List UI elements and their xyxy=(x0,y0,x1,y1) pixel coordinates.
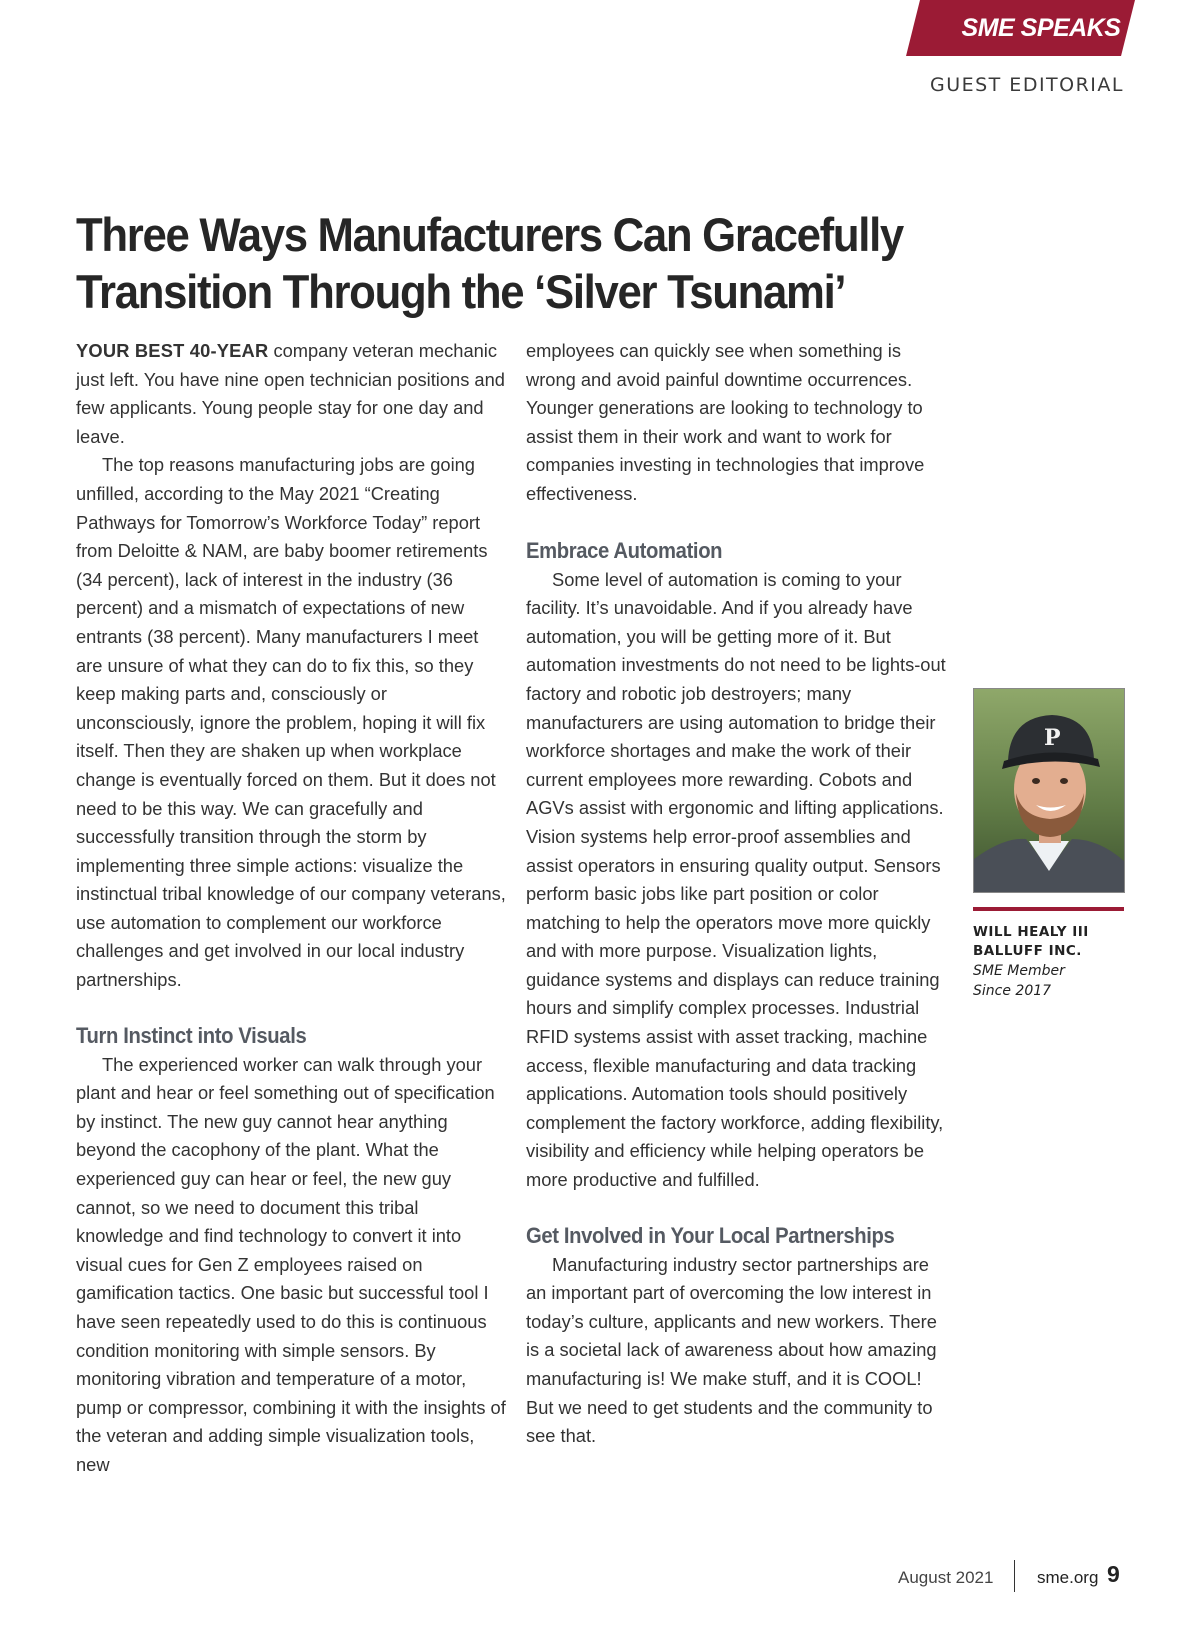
paragraph-automation: Some level of automation is coming to your facility. It’s unavoidable. And if you already have automation, you will be getting more of it. But automation investments do not need to be lights-out factory and robotic job destroyers; many manufacturers are using automation to bridge their workforce shortages and make the work of their current employees more rewarding. Cobots and AGVs assist with ergonomic and lifting applications. Vision systems help error-proof assemblies and assist operators in ensuring quality output. Sensors perform basic jobs like part position or color matching to help the operators move more quickly and with more purpose. Visualization lights, guidance systems and displays can reduce training hours and simplify complex processes. Industrial RFID systems assist with asset tracking, machine access, flexible manufacturing and data tracking applications. Automation tools should positively complement the factory workforce, adding flexibility, visibility and efficiency while helping operators be more productive and fulfilled. xyxy=(526,568,946,1191)
author-name: WILL HEALY III xyxy=(973,924,1089,940)
article-column-left xyxy=(76,337,506,1480)
subheading-visuals: Turn Instinct into Visuals xyxy=(76,1022,307,1048)
article-title-line-1: Three Ways Manufacturers Can Gracefully xyxy=(76,208,903,261)
subheading-automation: Embrace Automation xyxy=(526,537,723,563)
article-title xyxy=(76,206,913,320)
author-portrait-illustration xyxy=(974,689,1124,892)
author-divider xyxy=(973,907,1124,911)
footer-date: August 2021 xyxy=(898,1568,994,1587)
page-number: 9 xyxy=(1107,1561,1120,1587)
author-company: BALLUFF INC. xyxy=(973,943,1082,959)
author-member-since: Since 2017 xyxy=(973,983,1052,999)
article-title-line-2: Transition Through the ‘Silver Tsunami’ xyxy=(76,265,846,318)
author-photo xyxy=(973,688,1125,893)
paragraph-intro xyxy=(76,337,506,451)
footer-separator xyxy=(1014,1560,1015,1592)
subheading-partnerships: Get Involved in Your Local Partnerships xyxy=(526,1222,895,1248)
paragraph-reasons: The top reasons manufacturing jobs are going unfilled, according to the May 2021 “Creating Pathways for Tomorrow’s Workforce Today” report from Deloitte & NAM, are baby boomer retirements (34 percent), lack of interest in the industry (36 percent) and a mismatch of expectations of new entrants (38 percent). Many manufacturers I meet are unsure of what they can do to fix this, so they keep making parts and, consciously or unconsciously, ignore the problem, hoping it will fix itself. Then they are shaken up when workplace change is eventually forced on them. But it does not need to be this way. We can gracefully and successfully transition through the storm by implementing three simple actions: visualize the instinctual tribal knowledge of our company veterans, use automation to complement our workforce challenges and get involved in our local industry partnerships. xyxy=(76,454,506,991)
article-column-right xyxy=(526,337,946,1451)
section-badge: SME SPEAKS xyxy=(961,14,1121,42)
svg-text:P: P xyxy=(1044,725,1061,751)
paragraph-intro-text: company veteran mechanic just left. You have nine open technician positions and few applicants. Young people stay for one day and leave. xyxy=(76,340,505,447)
lead-in: YOUR BEST 40-YEAR xyxy=(76,340,269,361)
paragraph-partnerships: Manufacturing industry sector partnerships are an important part of overcoming the low interest in today’s culture, applicants and new workers. There is a societal lack of awareness about how amazing manufacturing is! We make stuff, and it is COOL! But we need to get students and the community to see that. xyxy=(526,1253,937,1447)
author-membership: SME Member xyxy=(973,963,1065,979)
paragraph-continued: employees can quickly see when something is wrong and avoid painful downtime occurrences. Younger generations are looking to technology to assist them in their work and want to work for companies investing in technologies that improve effectiveness. xyxy=(526,340,925,504)
paragraph-visuals: The experienced worker can walk through your plant and hear or feel something out of specification by instinct. The new guy cannot hear anything beyond the cacophony of the plant. What the experienced guy can hear or feel, the new guy cannot, so we need to document this tribal knowledge and find technology to convert it into visual cues for Gen Z employees raised on gamification tactics. One basic but successful tool I have seen repeatedly used to do this is continuous condition monitoring with simple sensors. By monitoring vibration and temperature of a motor, pump or compressor, combining it with the insights of the veteran and adding simple visualization tools, new xyxy=(76,1053,506,1475)
footer-site: sme.org xyxy=(1037,1568,1099,1587)
author-info xyxy=(973,923,1153,1001)
section-label: GUEST EDITORIAL xyxy=(929,74,1124,96)
